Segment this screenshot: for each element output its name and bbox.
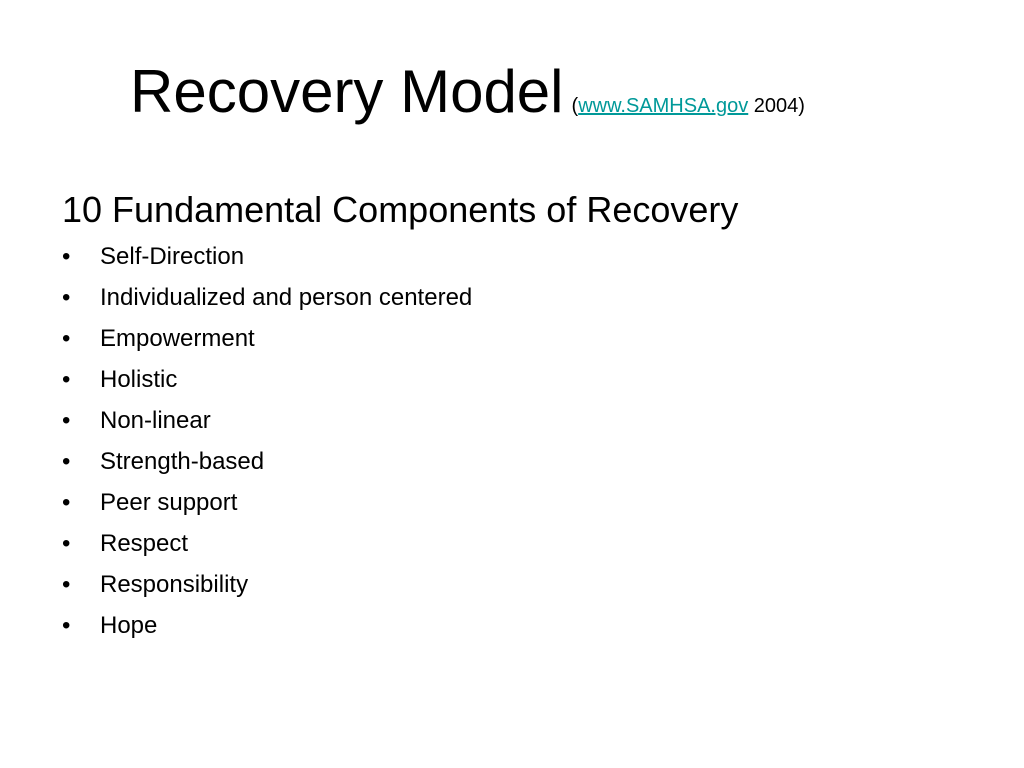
bullet-icon: •	[62, 571, 71, 598]
citation-open-paren: (	[571, 95, 579, 117]
bullet-item	[62, 609, 472, 650]
subtitle: 10 Fundamental Components of Recovery	[62, 189, 739, 230]
bullet-icon: •	[62, 489, 71, 516]
bullet-icon: •	[62, 366, 71, 393]
bullet-icon: •	[62, 284, 71, 311]
bullet-list	[62, 240, 472, 650]
citation-year: 2004)	[748, 95, 805, 117]
bullet-text: Peer support	[100, 489, 238, 516]
bullet-text: Hope	[100, 612, 158, 639]
bullet-text: Holistic	[100, 366, 178, 393]
bullet-item	[62, 527, 472, 568]
bullet-icon: •	[62, 407, 71, 434]
bullet-text: Self-Direction	[100, 243, 245, 270]
bullet-text: Respect	[100, 530, 189, 557]
bullet-icon: •	[62, 243, 71, 270]
bullet-text: Strength-based	[100, 448, 265, 475]
bullet-icon: •	[62, 530, 71, 557]
bullet-item	[62, 445, 472, 486]
bullet-item	[62, 568, 472, 609]
bullet-item	[62, 486, 472, 527]
title-main-text: Recovery Model	[130, 58, 564, 125]
bullet-text: Empowerment	[100, 325, 255, 352]
slide-title	[130, 58, 805, 125]
bullet-item	[62, 322, 472, 363]
bullet-item	[62, 363, 472, 404]
bullet-icon: •	[62, 325, 71, 352]
title-citation	[572, 95, 805, 117]
bullet-item	[62, 281, 472, 322]
bullet-icon: •	[62, 448, 71, 475]
bullet-item	[62, 404, 472, 445]
samhsa-link[interactable]: www.SAMHSA.gov	[578, 95, 749, 117]
bullet-text: Non-linear	[100, 407, 211, 434]
bullet-item	[62, 240, 472, 281]
bullet-icon: •	[62, 612, 71, 639]
bullet-text: Responsibility	[100, 571, 249, 598]
bullet-text: Individualized and person centered	[100, 284, 473, 311]
